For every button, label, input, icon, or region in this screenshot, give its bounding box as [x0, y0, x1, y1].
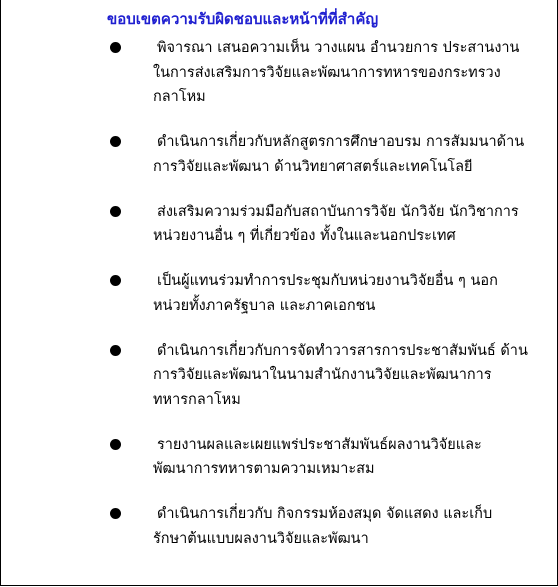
item-line: ในการส่งเสริมการวิจัยและพัฒนาการทหารของกระทรวง: [153, 64, 501, 81]
bullet-icon: [110, 42, 121, 53]
item-line: หน่วยทั้งภาครัฐบาล และภาคเอกชน: [153, 297, 376, 314]
item-line: รักษาต้นแบบผลงานวิจัยและพัฒนา: [153, 530, 369, 547]
list-item: [1, 269, 557, 318]
list-item: [1, 36, 557, 110]
bullet-icon: [110, 508, 121, 519]
list-item: [1, 433, 557, 482]
item-line: เป็นผู้แทนร่วมทำการประชุมกับหน่วยงานวิจัยอื่น ๆ นอก: [157, 273, 498, 289]
list-item: [1, 339, 557, 413]
item-line: หน่วยงานอื่น ๆ ที่เกี่ยวข้อง ทั้งในและนอกประเทศ: [153, 228, 456, 244]
item-line: ส่งเสริมความร่วมมือกับสถาบันการวิจัย นักวิจัย นักวิชาการ: [157, 203, 519, 220]
list-item: [1, 200, 557, 249]
bullet-icon: [110, 275, 121, 286]
list-item: [1, 130, 557, 179]
item-line: ดำเนินการเกี่ยวกับ กิจกรรมห้องสมุด จัดแสดง และเก็บ: [157, 506, 493, 522]
item-line: กลาโหม: [153, 89, 206, 105]
item-line: รายงานผลและเผยแพร่ประชาสัมพันธ์ผลงานวิจัยและ: [157, 436, 482, 453]
list-item: [1, 502, 557, 551]
responsibility-list: [1, 36, 557, 572]
item-line: พัฒนาการทหารตามความเหมาะสม: [153, 461, 375, 477]
item-line: ทหารกลาโหม: [153, 391, 241, 408]
item-line: ดำเนินการเกี่ยวกับหลักสูตรการศึกษาอบรม การสัมมนาด้าน: [157, 134, 525, 150]
bullet-icon: [110, 439, 121, 450]
section-heading: ขอบเขตความรับผิดชอบและหน้าที่ที่สำคัญ: [107, 10, 379, 28]
bullet-icon: [110, 136, 121, 147]
item-line: การวิจัยและพัฒนา ด้านวิทยาศาสตร์และเทคโนโลยี: [153, 158, 473, 175]
item-line: การวิจัยและพัฒนาในนามสำนักงานวิจัยและพัฒนาการ: [153, 367, 492, 383]
bullet-icon: [110, 345, 121, 356]
item-line: ดำเนินการเกี่ยวกับการจัดทำวารสารการประชาสัมพันธ์ ด้าน: [157, 342, 528, 359]
item-line: พิจารณา เสนอความเห็น วางแผน อำนวยการ ประสานงาน: [157, 40, 520, 56]
bullet-icon: [110, 206, 121, 217]
